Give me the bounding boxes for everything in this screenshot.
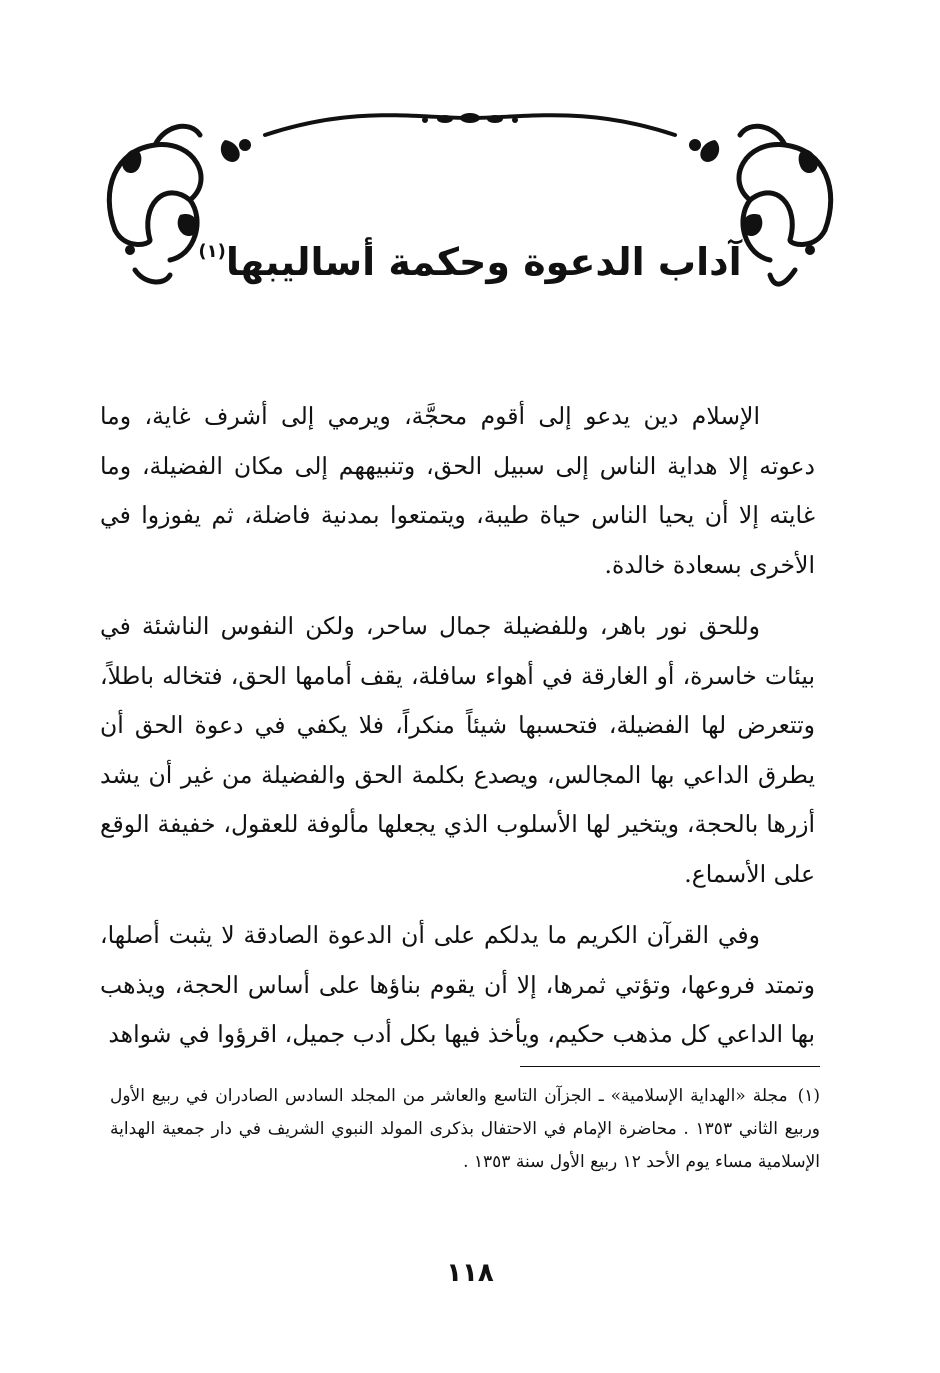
main-body-text — [100, 392, 815, 1072]
paragraph-1: الإسلام دين يدعو إلى أقوم محجَّة، ويرمي إلى أشرف غاية، وما دعوته إلا هداية الناس إلى سبيل الحق، وتنبيههم إلى مكان الفضيلة، وما غايته إلا أن يحيا الناس حياة طيبة، ويتمتعوا بمدنية فاضلة، ثم يفوزوا في الأخرى بسعادة خالدة. — [100, 402, 815, 579]
footnote — [110, 1080, 820, 1179]
footnote-number: (١) — [797, 1086, 820, 1106]
page-number: ١١٨ — [446, 1258, 494, 1288]
title-footnote-marker: (١) — [198, 241, 226, 262]
chapter-title — [180, 222, 760, 292]
footnote-divider — [520, 1066, 820, 1067]
footnote-text: مجلة «الهداية الإسلامية» ـ الجزآن التاسع والعاشر من المجلد السادس الصادران في ربيع الأول وربيع الثاني ١٣٥٣ . محاضرة الإمام في الاحتفال بذكرى المولد النبوي الشريف في دار جمعية الهداية الإسلامية مساء يوم الأحد ١٢ ربيع الأول سنة ١٣٥٣ . — [110, 1086, 820, 1172]
chapter-title-text: آداب الدعوة وحكمة أساليبها — [225, 240, 742, 284]
paragraph-3: وفي القرآن الكريم ما يدلكم على أن الدعوة الصادقة لا يثبت أصلها، وتمتد فروعها، وتؤتي ثمرها، إلا أن يقوم بناؤها على أساس الحجة، ويذهب بها الداعي كل مذهب حكيم، ويأخذ فيها بكل أدب جميل، اقرؤوا في شواهد — [100, 921, 815, 1048]
paragraph-2: وللحق نور باهر، وللفضيلة جمال ساحر، ولكن النفوس الناشئة في بيئات خاسرة، أو الغارقة في أهواء سافلة، يقف أمامها الحق، فتخاله باطلاً، وتتعرض لها الفضيلة، فتحسبها شيئاً منكراً، فلا يكفي في دعوة الحق أن يطرق الداعي بها المجالس، ويصدع بكلمة الحق والفضيلة من غير أن يشد أزرها بالحجة، ويتخير لها الأسلوب الذي يجعلها مألوفة للعقول، خفيفة الوقع على الأسماع. — [100, 612, 815, 888]
